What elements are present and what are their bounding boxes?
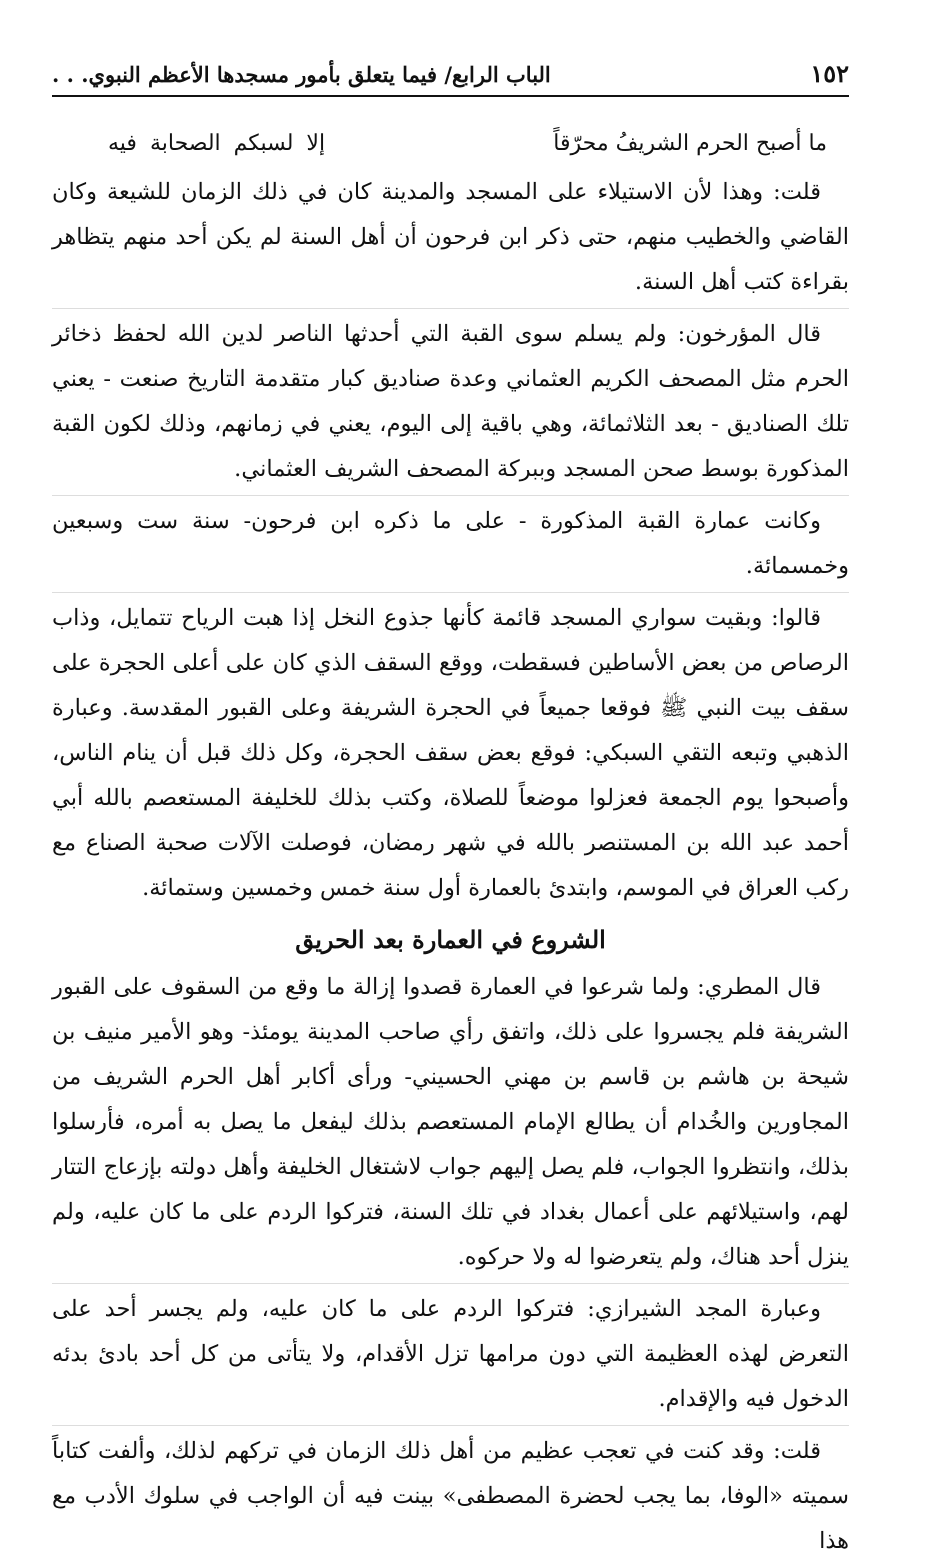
- paragraph: قال المطري: ولما شرعوا في العمارة قصدوا إزالة ما وقع من السقوف على القبور الشريفة فلم يجسروا على ذلك، واتفق رأي صاحب المدينة يومئذ- وهو الأمير منيف بن شيحة بن هاشم بن قاسم بن مهني الحسيني- ورأى أكابر أهل الحرم الشريف من المجاورين والخُدام أن يطالع الإمام المستعصم بذلك ليفعل ما يصل به أمره، فأرسلوا بذلك، وانتظروا الجواب، فلم يصل إليهم جواب لاشتغال الخليفة وأهل دولته بإزعاج التتار لهم، واستيلائهم على أعمال بغداد في تلك السنة، فتركوا الردم على ما كان عليه، ولم ينزل أحد هناك، ولم يتعرضوا له ولا حركوه.: [52, 974, 849, 1270]
- paragraph: وعبارة المجد الشيرازي: فتركوا الردم على ما كان عليه، ولم يجسر أحد على التعرض لهذه العظيمة التي دون مرامها تزل الأقدام، ولا يتأتى من كل أحد بادئ بدئه الدخول فيه والإقدام.: [52, 1283, 849, 1425]
- paragraph: قلت: وهذا لأن الاستيلاء على المسجد والمدينة كان في ذلك الزمان للشيعة وكان القاضي والخطيب منهم، حتى ذكر ابن فرحون أن أهل السنة لم يكن أحد منهم يتظاهر بقراءة كتب أهل السنة.: [52, 179, 849, 295]
- paragraph: قلت: وقد كنت في تعجب عظيم من أهل ذلك الزمان في تركهم لذلك، وألفت كتاباً سميته «الوفا، بما يجب لحضرة المصطفى» بينت فيه أن الواجب في سلوك الأدب مع هذا: [52, 1425, 849, 1567]
- paragraph: قال المؤرخون: ولم يسلم سوى القبة التي أحدثها الناصر لدين الله لحفظ ذخائر الحرم مثل المصحف الكريم العثماني وعدة صناديق كبار متقدمة التاريخ صنعت - يعني تلك الصناديق - بعد الثلاثمائة، وهي باقية إلى اليوم، يعني في زمانهم، وذلك لكون القبة المذكورة بوسط صحن المسجد وببركة المصحف الشريف العثماني.: [52, 308, 849, 495]
- section-heading: الشروع في العمارة بعد الحريق: [295, 925, 606, 954]
- paragraph: وكانت عمارة القبة المذكورة - على ما ذكره ابن فرحون- سنة ست وسبعين وخمسمائة.: [52, 495, 849, 592]
- poetry-verse: [52, 121, 849, 167]
- verse-second-hemistich: إلا لسبكم الصحابة فيه: [108, 131, 326, 156]
- paragraph: قالوا: وبقيت سواري المسجد قائمة كأنها جذوع النخل إذا هبت الرياح تتمايل، وذاب الرصاص من بعض الأساطين فسقطت، ووقع السقف الذي كان على أعلى الحجرة على سقف بيت النبي ﷺ فوقعا جميعاً في الحجرة الشريفة وعلى القبور المقدسة. وعبارة الذهبي وتبعه التقي السبكي: فوقع بعض سقف الحجرة، وكل ذلك قبل أن ينام الناس، وأصبحوا يوم الجمعة فعزلوا موضعاً للصلاة، وكتب بذلك للخليفة المستعصم بالله أبي أحمد عبد الله بن المستنصر بالله في شهر رمضان، فوصلت الآلات صحبة الصناع مع ركب العراق في الموسم، وابتدئ بالعمارة أول سنة خمس وخمسين وستمائة.: [52, 592, 849, 914]
- running-header: [52, 58, 849, 97]
- page-number: ١٥٢: [810, 59, 849, 88]
- running-title: الباب الرابع/ فيما يتعلق بأمور مسجدها الأعظم النبوي. . .: [52, 62, 551, 87]
- verse-first-hemistich: ما أصبح الحرم الشريفُ محرّقاً: [553, 131, 827, 156]
